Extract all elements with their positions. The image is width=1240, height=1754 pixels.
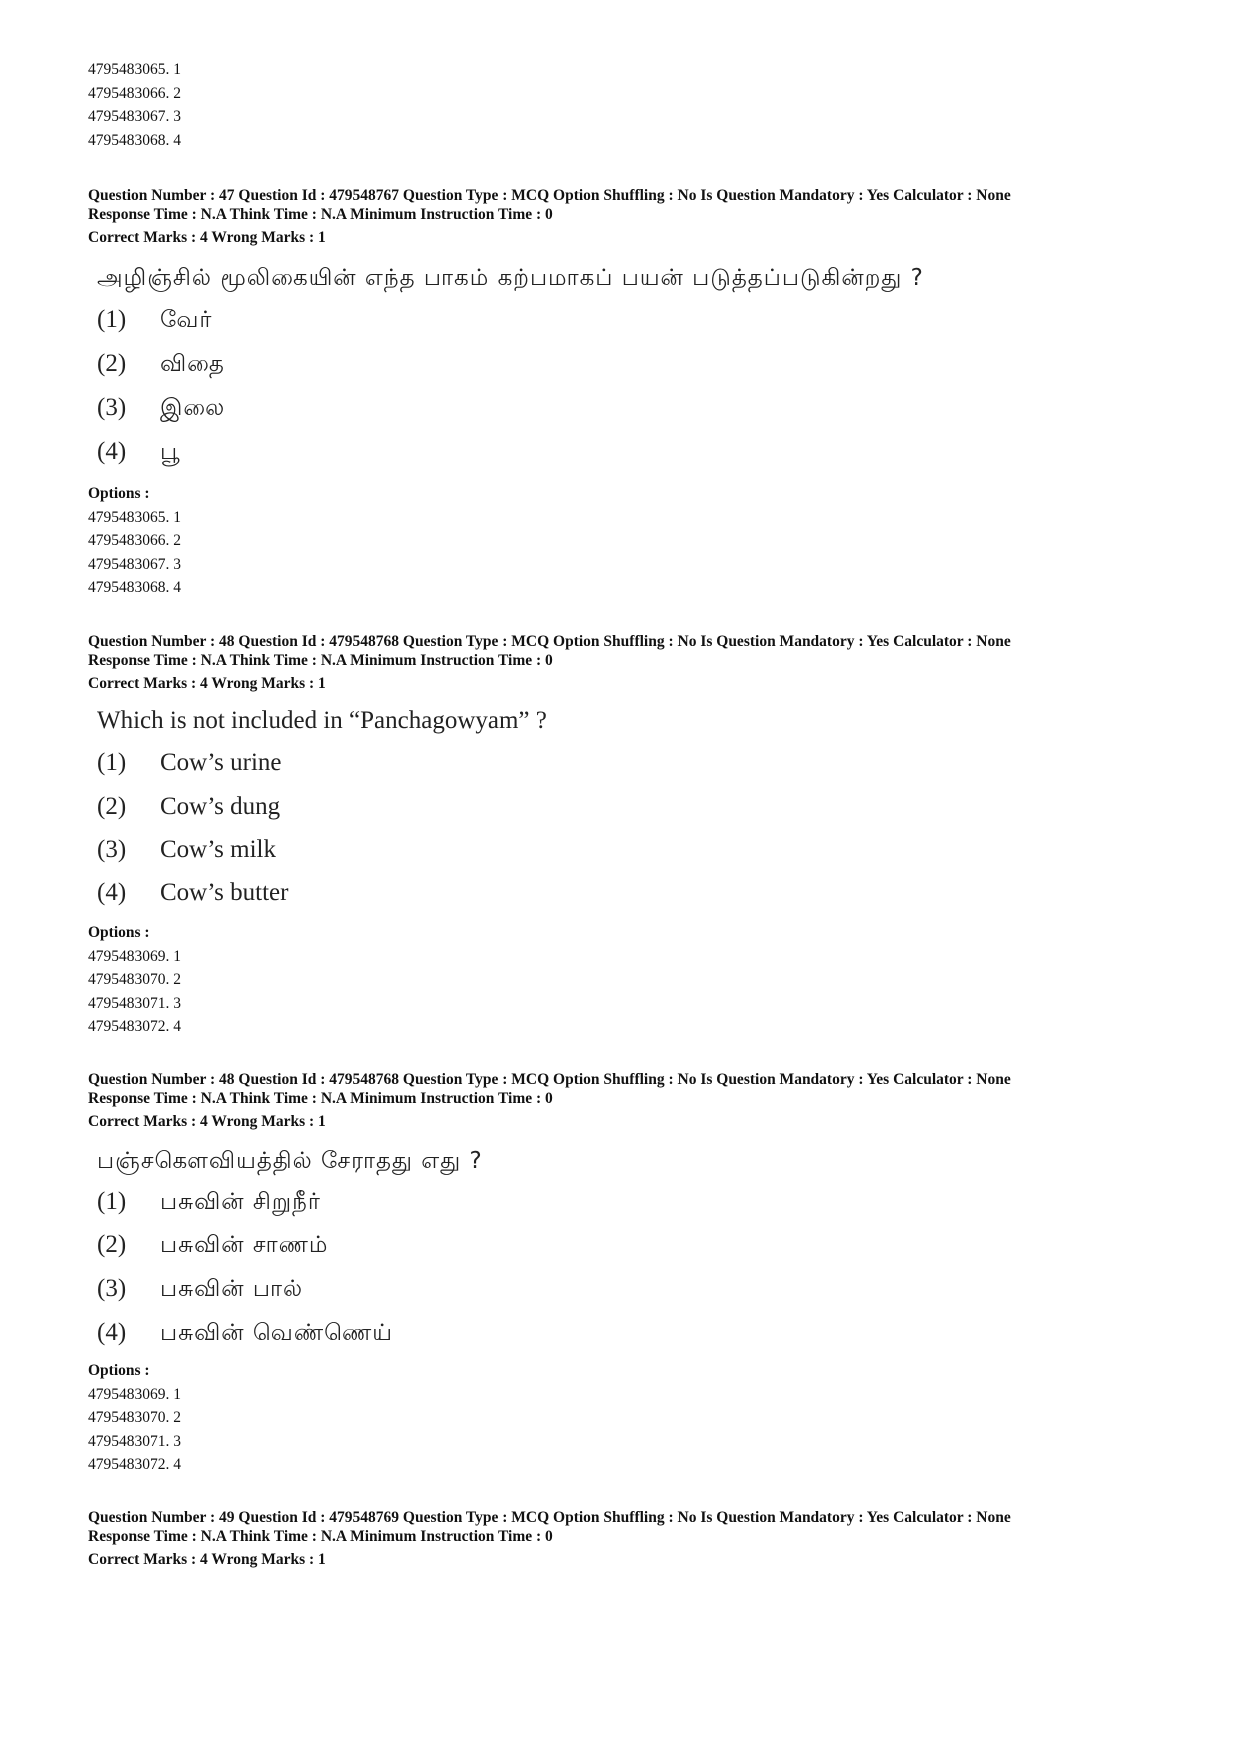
options-list xyxy=(88,921,1198,1039)
question-text: பஞ்சகௌவியத்தில் சேராதது எது ? xyxy=(97,1148,483,1174)
question-47-header xyxy=(88,186,1198,247)
choice-text: வேர் xyxy=(160,307,213,333)
option-id: 4795483071. 3 xyxy=(88,1432,181,1450)
question-meta-line: Question Number : 47 Question Id : 479548767 Question Type : MCQ Option Shuffling : No Is Question Mandatory : Yes Calculator : None xyxy=(88,187,1011,204)
choice-text: Cow’s urine xyxy=(160,749,282,776)
option-id: 4795483069. 1 xyxy=(88,1385,181,1403)
options-label: Options : xyxy=(88,924,150,941)
choice-number: (3) xyxy=(97,1275,127,1302)
question-text: Which is not included in “Panchagowyam” ? xyxy=(97,707,547,734)
question-marks: Correct Marks : 4 Wrong Marks : 1 xyxy=(88,1551,326,1568)
choice-text: பூ xyxy=(160,439,181,465)
choice-text: Cow’s butter xyxy=(160,879,289,906)
option-id: 4795483071. 3 xyxy=(88,994,181,1012)
options-label: Options : xyxy=(88,1362,150,1379)
options-list xyxy=(88,482,1198,600)
choice-text: இலை xyxy=(160,395,226,421)
question-48-header xyxy=(88,632,1198,693)
choice-number: (2) xyxy=(97,350,127,377)
choice-number: (1) xyxy=(97,1188,127,1215)
choice-text: Cow’s dung xyxy=(160,793,281,820)
question-marks: Correct Marks : 4 Wrong Marks : 1 xyxy=(88,229,326,246)
option-id: 4795483072. 4 xyxy=(88,1018,181,1035)
question-text: அழிஞ்சில் மூலிகையின் எந்த பாகம் கற்பமாகப் பயன் படுத்தப்படுகின்றது ? xyxy=(97,265,924,291)
option-id: 4795483069. 1 xyxy=(88,947,181,965)
option-id: 4795483065. 1 xyxy=(88,508,181,526)
question-meta-line: Question Number : 48 Question Id : 479548768 Question Type : MCQ Option Shuffling : No Is Question Mandatory : Yes Calculator : None xyxy=(88,633,1011,650)
option-id: 4795483070. 2 xyxy=(88,1409,181,1426)
question-marks: Correct Marks : 4 Wrong Marks : 1 xyxy=(88,1113,326,1130)
options-list xyxy=(88,1359,1198,1477)
choice-number: (1) xyxy=(97,306,127,333)
choice-text: பசுவின் பால் xyxy=(160,1276,304,1302)
option-id: 4795483072. 4 xyxy=(88,1456,181,1473)
choice-number: (3) xyxy=(97,394,127,421)
option-id: 4795483067. 3 xyxy=(88,108,181,125)
option-id: 4795483066. 2 xyxy=(88,532,181,549)
options-label: Options : xyxy=(88,485,150,502)
choice-number: (4) xyxy=(97,1319,127,1346)
option-id: 4795483068. 4 xyxy=(88,579,181,596)
choice-number: (4) xyxy=(97,438,127,465)
question-meta-line: Response Time : N.A Think Time : N.A Minimum Instruction Time : 0 xyxy=(88,1528,553,1545)
previous-options-list xyxy=(88,58,1198,152)
choice-text: பசுவின் வெண்ணெய் xyxy=(160,1320,393,1346)
question-meta-line: Question Number : 49 Question Id : 479548769 Question Type : MCQ Option Shuffling : No Is Question Mandatory : Yes Calculator : None xyxy=(88,1509,1011,1526)
question-meta-line: Response Time : N.A Think Time : N.A Minimum Instruction Time : 0 xyxy=(88,1090,553,1107)
choice-number: (4) xyxy=(97,879,127,906)
option-id: 4795483070. 2 xyxy=(88,971,181,988)
choice-number: (2) xyxy=(97,793,127,820)
question-marks: Correct Marks : 4 Wrong Marks : 1 xyxy=(88,675,326,692)
choice-number: (2) xyxy=(97,1231,127,1258)
question-48-tamil-header xyxy=(88,1070,1198,1131)
choice-text: Cow’s milk xyxy=(160,836,276,863)
question-meta-line: Response Time : N.A Think Time : N.A Minimum Instruction Time : 0 xyxy=(88,652,553,669)
option-id: 4795483065. 1 xyxy=(88,61,181,78)
choice-number: (3) xyxy=(97,836,127,863)
question-meta-line: Question Number : 48 Question Id : 479548768 Question Type : MCQ Option Shuffling : No Is Question Mandatory : Yes Calculator : None xyxy=(88,1071,1011,1088)
question-meta-line: Response Time : N.A Think Time : N.A Minimum Instruction Time : 0 xyxy=(88,206,553,223)
option-id: 4795483068. 4 xyxy=(88,131,181,149)
option-id: 4795483066. 2 xyxy=(88,84,181,102)
choice-text: விதை xyxy=(160,351,225,377)
question-49-header xyxy=(88,1508,1198,1569)
option-id: 4795483067. 3 xyxy=(88,555,181,573)
choice-text: பசுவின் சிறுநீர் xyxy=(160,1189,321,1215)
choice-text: பசுவின் சாணம் xyxy=(160,1232,329,1258)
choice-number: (1) xyxy=(97,749,127,776)
